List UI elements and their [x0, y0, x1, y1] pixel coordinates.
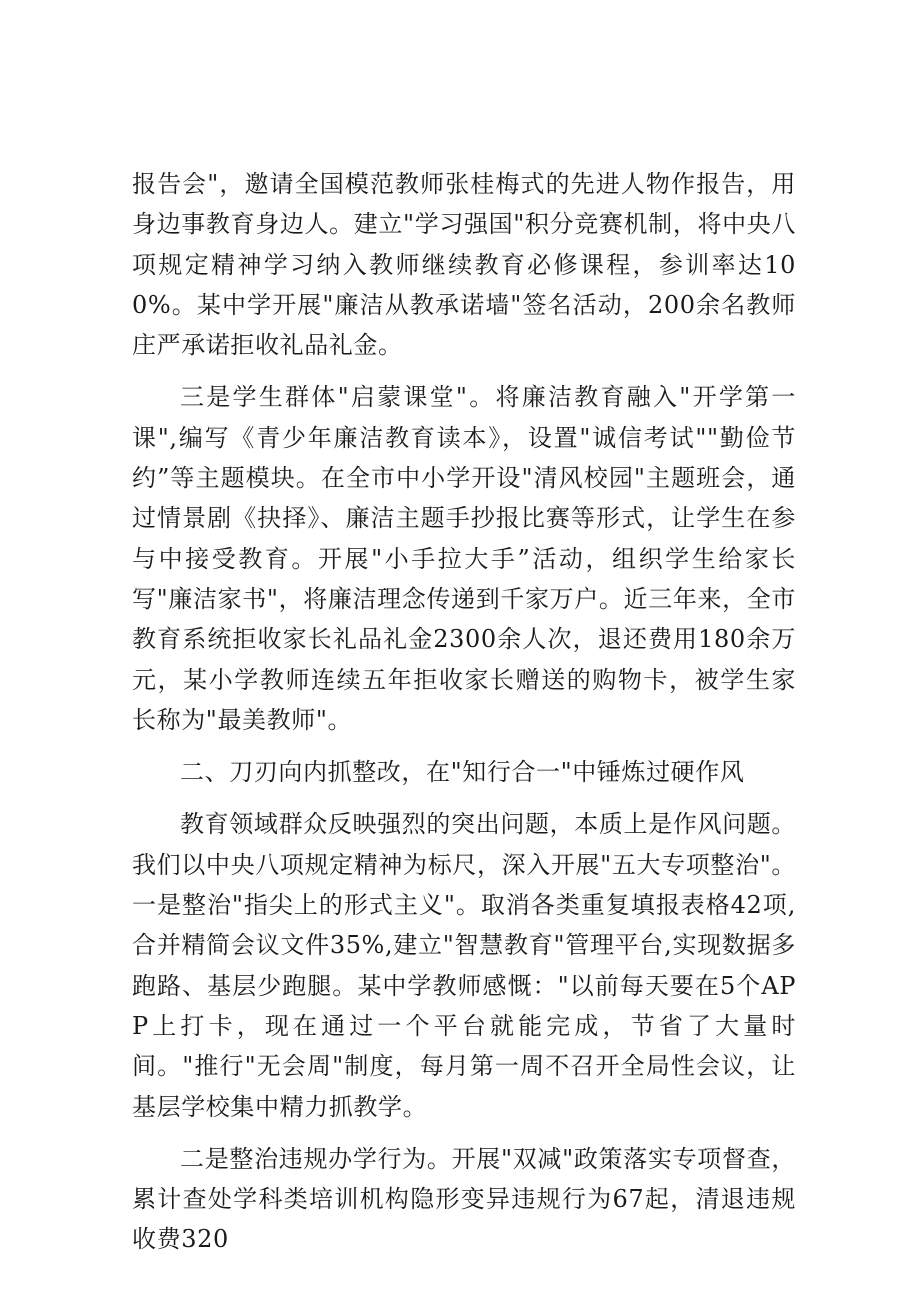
paragraph-continuation: 报告会"，邀请全国模范教师张桂梅式的先进人物作报告，用身边事教育身边人。建立"学习强国"积分竞赛机制，将中央八项规定精神学习纳入教师继续教育必修课程，参训率达100%。某中学开展"廉洁从教承诺墙"签名活动，200余名教师庄严承诺拒收礼品礼金。: [132, 170, 796, 360]
paragraph-student-education: 三是学生群体"启蒙课堂"。将廉洁教育融入"开学第一课",编写《青少年廉洁教育读本》，设置"诚信考试""勤俭节约”等主题模块。在全市中小学开设"清风校园"主题班会，通过情景剧《抉择》、廉洁主题手抄报比赛等形式，让学生在参与中接受教育。开展"小手拉大手”活动，组织学生给家长写"廉洁家书"，将廉洁理念传递到千家万户。近三年来，全市教育系统拒收家长礼品礼金2300余人次，退还费用180余万元，某小学教师连续五年拒收家长赠送的购物卡，被学生家长称为"最美教师"。: [132, 383, 796, 734]
paragraph-school-violations: 二是整治违规办学行为。开展"双减"政策落实专项督查，累计查处学科类培训机构隐形变异违规行为67起，清退违规收费320: [132, 1144, 796, 1254]
paragraph-formalism-rectification: 教育领域群众反映强烈的突出问题，本质上是作风问题。我们以中央八项规定精神为标尺，深入开展"五大专项整治"。一是整治"指尖上的形式主义"。取消各类重复填报表格42项,合并精简会议文件35%,建立"智慧教育"管理平台,实现数据多跑路、基层少跑腿。某中学教师感慨："以前每天要在5个APP上打卡，现在通过一个平台就能完成，节省了大量时间。"推行"无会周"制度，每月第一周不召开全局性会议，让基层学校集中精力抓教学。: [132, 810, 796, 1121]
section-heading: 二、刀刃向内抓整改，在"知行合一"中锤炼过硬作风: [180, 758, 745, 787]
document-body: [132, 164, 796, 1260]
